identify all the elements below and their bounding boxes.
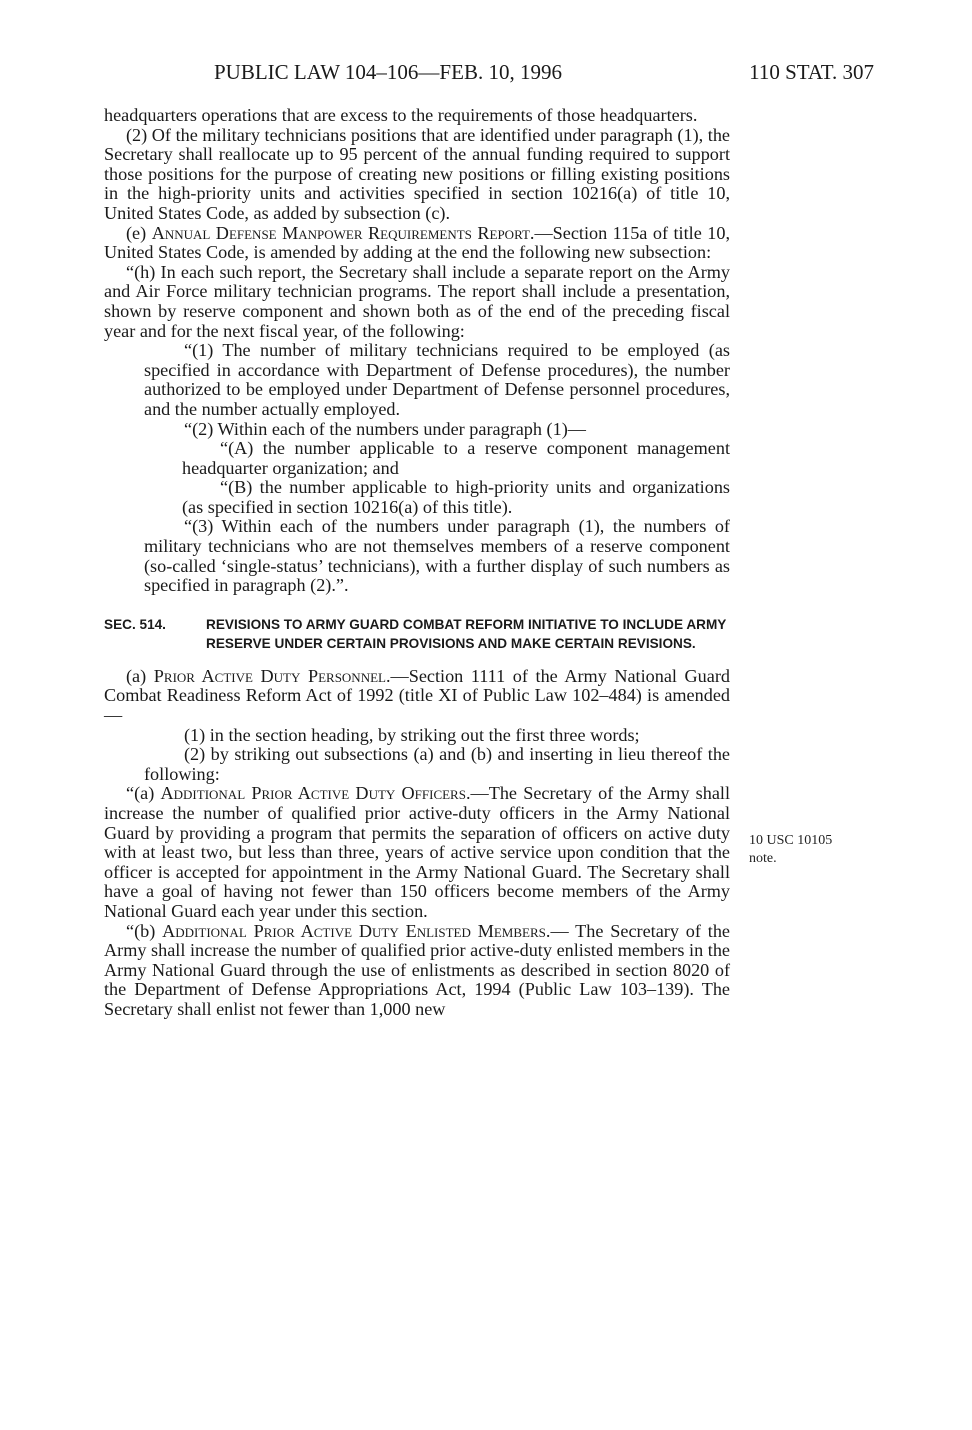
quoted-subsection-h: “(h) In each such report, the Secretary shall include a separate report on the Army and Air Force military technician programs. The report shall include a presentation, shown by reserve component and shown both as of the end of the preceding fiscal year and for the next fiscal year, of the following: [104, 261, 730, 341]
amendment-1: (1) in the section heading, by striking out the first three words; [184, 724, 640, 745]
margin-note-suffix: note. [749, 851, 777, 866]
paragraph-continuation: headquarters operations that are excess to the requirements of those headquarters. [104, 105, 698, 125]
paragraph-2: (2) Of the military technicians positions that are identified under paragraph (1), the Secretary shall reallocate up to 95 percent of the annual funding required to support those positions for the purpose of creating new positions or filling existing positions in the high-priority units and activities specified in section 10216(a) of title 10, United States Code, as added by subsection (c). [104, 124, 730, 223]
quoted-subsection-a [104, 784, 730, 921]
quoted-paragraph-2: “(2) Within each of the numbers under paragraph (1)— [184, 418, 586, 439]
subsection-a-text: .—Section 1111 of the Army National Guard Combat Readiness Reform Act of 1992 (title XI of Public Law 102–484) is amended— [104, 665, 730, 726]
quoted-subparagraph-b: “(B) the number applicable to high-priority units and organizations (as specified in section 10216(a) of this title). [182, 477, 730, 517]
margin-note [749, 832, 832, 868]
quoted-subsection-b [104, 922, 730, 1020]
body-text [104, 106, 730, 1020]
amendment-2: (2) by striking out subsections (a) and (b) and inserting in lieu thereof the following: [144, 744, 730, 784]
quoted-subsection-a-text: .—The Secretary of the Army shall increase the number of qualified prior active-duty officers in the Army National Guard by providing a program that permits the separation of officers on active duty with at least two, but less than three, years of active service upon condition that the officer is accepted for appointment in the Army National Guard. The Secretary shall have a goal of having not fewer than 150 officers become members of the Army National Guard each year under this section. [104, 783, 731, 921]
subsection-a-caption: Prior Active Duty Personnel [153, 665, 386, 686]
subsection-a [104, 667, 730, 726]
quoted-subsection-a-label: “(a) [126, 783, 161, 804]
subsection-e [104, 224, 730, 263]
subsection-e-label: (e) [126, 222, 152, 243]
section-heading [104, 615, 730, 653]
subsection-a-label: (a) [126, 665, 154, 686]
section-number: SEC. 514. [104, 616, 166, 632]
quoted-subparagraph-a: “(A) the number applicable to a reserve component management headquarter organization; and [182, 438, 730, 478]
quoted-paragraph-1: “(1) The number of military technicians required to be employed (as specified in accordance with Department of Defense procedures), the number authorized to be employed under Department of Defense personnel procedures, and the number actually employed. [144, 340, 730, 419]
quoted-paragraph-3: “(3) Within each of the numbers under paragraph (1), the numbers of military technicians who are not themselves members of a reserve component (so-called ‘single-status’ technicians), with a further display of such numbers as specified in paragraph (2).”. [144, 516, 730, 596]
statute-page-number: 110 STAT. 307 [749, 60, 874, 84]
quoted-subsection-b-caption: Additional Prior Active Duty Enlisted Members [162, 920, 546, 941]
running-head: PUBLIC LAW 104–106—FEB. 10, 1996 [214, 60, 562, 84]
margin-note-citation: 10 USC 10105 [749, 833, 833, 848]
subsection-e-caption: Annual Defense Manpower Requirements Report [151, 222, 530, 243]
subsection-e-text: .—Section 115a of title 10, United States Code, is amended by adding at the end the following new subsection: [104, 222, 731, 263]
quoted-subsection-a-caption: Additional Prior Active Duty Officers [160, 783, 466, 804]
quoted-subsection-b-label: “(b) [126, 920, 163, 941]
quoted-subsection-b-text: .— The Secretary of the Army shall increase the number of qualified prior active-duty enlisted members in the Army National Guard through the use of enlistments as described in section 8020 of the Department of Defense Appropriations Act, 1994 (Public Law 103–139). The Secretary shall enlist not fewer than 1,000 new [104, 920, 731, 1019]
section-title: REVISIONS TO ARMY GUARD COMBAT REFORM INITIATIVE TO INCLUDE ARMY RESERVE UNDER CERTAIN PROVISIONS AND MAKE CERTAIN REVISIONS. [206, 616, 727, 651]
